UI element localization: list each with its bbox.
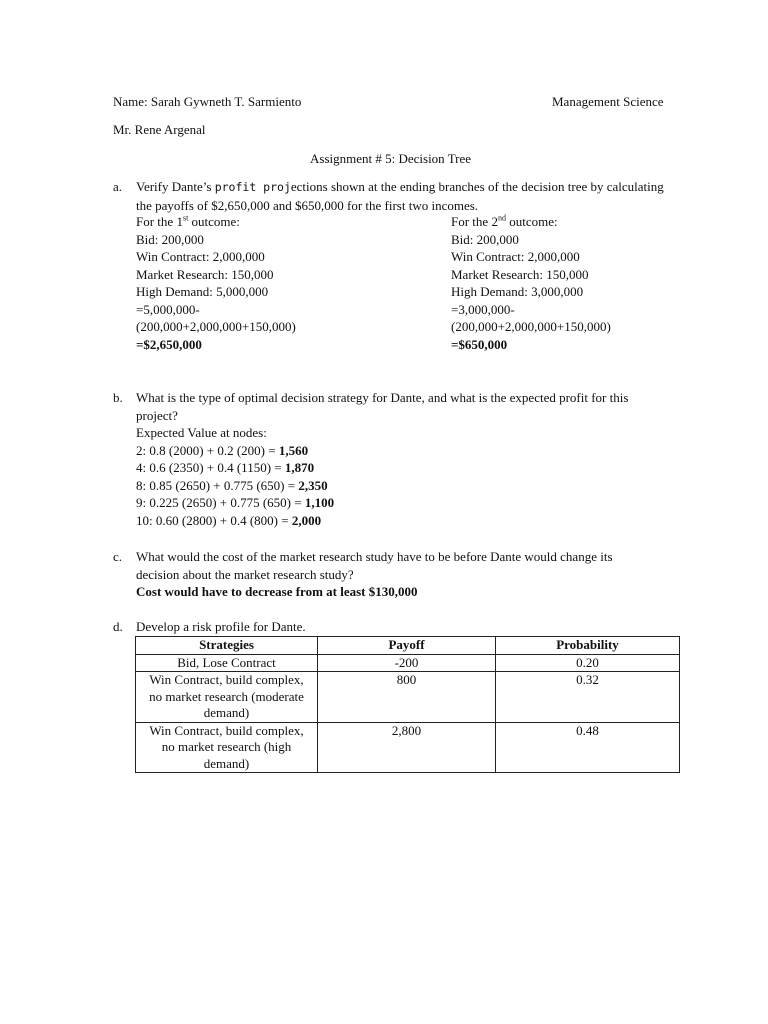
outcome-1-formula-2: (200,000+2,000,000+150,000): [136, 319, 296, 334]
question-b-line-1: What is the type of optimal decision strategy for Dante, and what is the expected profit for this: [136, 390, 629, 405]
course-subject: Management Science: [552, 94, 664, 109]
outcome-1-result: =$2,650,000: [136, 336, 202, 352]
node-expected-value: 8: 0.85 (2650) + 0.775 (650) = 2,350: [136, 477, 328, 493]
risk-profile-table: [135, 636, 680, 773]
payoff-cell: -200: [318, 654, 496, 672]
question-a-line-1: Verify Dante’s profit projections shown at the ending branches of the decision tree by calculating: [136, 179, 664, 194]
probability-cell: 0.20: [496, 654, 680, 672]
outcome-2-heading: For the 2nd outcome:: [451, 213, 558, 229]
table-row: [136, 722, 680, 773]
outcome-2-result: =$650,000: [451, 336, 508, 352]
question-a-line-2: the payoffs of $2,650,000 and $650,000 for the first two incomes.: [136, 197, 479, 213]
outcome-1-formula-1: =5,000,000-: [136, 301, 200, 317]
payoff-cell: 800: [318, 672, 496, 723]
outcome-2-high-demand: High Demand: 3,000,000: [451, 284, 584, 299]
strategy-cell: Win Contract, build complex, no market research (high demand): [136, 722, 318, 773]
column-header-payoff: Payoff: [318, 637, 496, 655]
outcome-2-formula-1: =3,000,000-: [451, 301, 515, 317]
expected-value-intro: Expected Value at nodes:: [136, 425, 267, 440]
item-marker-d: d.: [113, 619, 123, 634]
outcome-1-calculation: [136, 213, 296, 353]
instructor-name: Mr. Rene Argenal: [113, 122, 206, 137]
outcome-2-win-contract: Win Contract: 2,000,000: [451, 249, 580, 264]
node-expected-value: 4: 0.6 (2350) + 0.4 (1150) = 1,870: [136, 460, 315, 475]
question-b: [136, 389, 628, 529]
item-marker-c: c.: [113, 549, 123, 564]
node-expected-value: 2: 0.8 (2000) + 0.2 (200) = 1,560: [136, 442, 309, 458]
outcome-1-high-demand: High Demand: 5,000,000: [136, 284, 269, 299]
outcome-2-bid: Bid: 200,000: [451, 231, 519, 247]
outcome-2-calculation: [451, 213, 611, 353]
question-c: [136, 548, 613, 601]
strategy-cell: Win Contract, build complex, no market research (moderate demand): [136, 672, 318, 723]
strategy-cell: Bid, Lose Contract: [136, 654, 318, 672]
item-marker-a: a.: [113, 179, 123, 194]
outcome-1-market-research: Market Research: 150,000: [136, 266, 274, 282]
probability-cell: 0.48: [496, 722, 680, 773]
question-a: [136, 178, 664, 214]
node-expected-value: 10: 0.60 (2800) + 0.4 (800) = 2,000: [136, 512, 322, 528]
outcome-1-bid: Bid: 200,000: [136, 231, 204, 247]
question-d: Develop a risk profile for Dante.: [136, 619, 306, 634]
question-b-line-2: project?: [136, 407, 178, 423]
column-header-probability: Probability: [496, 637, 680, 655]
question-c-line-1: What would the cost of the market research study have to be before Dante would change its: [136, 549, 613, 564]
table-row: [136, 672, 680, 723]
outcome-1-heading: For the 1st outcome:: [136, 213, 240, 229]
assignment-title: Assignment # 5: Decision Tree: [310, 151, 472, 166]
table-header-row: [136, 637, 680, 655]
payoff-cell: 2,800: [318, 722, 496, 773]
question-c-answer: Cost would have to decrease from at least $130,000: [136, 584, 418, 599]
outcome-2-formula-2: (200,000+2,000,000+150,000): [451, 319, 611, 334]
column-header-strategies: Strategies: [136, 637, 318, 655]
outcome-1-win-contract: Win Contract: 2,000,000: [136, 249, 265, 264]
question-c-line-2: decision about the market research study?: [136, 566, 354, 582]
probability-cell: 0.32: [496, 672, 680, 723]
item-marker-b: b.: [113, 390, 123, 405]
node-expected-value: 9: 0.225 (2650) + 0.775 (650) = 1,100: [136, 495, 335, 510]
inline-mono-text: profit proj: [214, 180, 291, 194]
table-row: [136, 654, 680, 672]
student-name: Name: Sarah Gywneth T. Sarmiento: [113, 94, 302, 109]
outcome-2-market-research: Market Research: 150,000: [451, 266, 589, 282]
